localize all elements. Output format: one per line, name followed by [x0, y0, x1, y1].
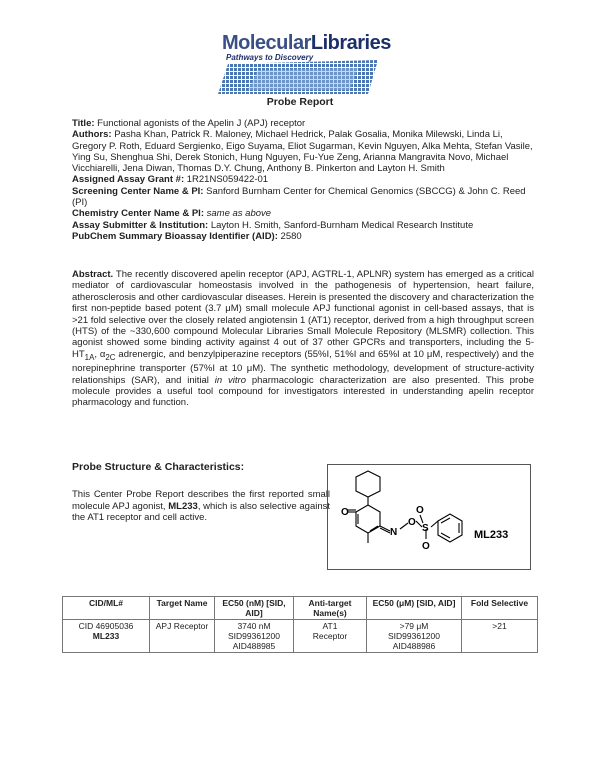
- probe-description: This Center Probe Report describes the first reported small molecule APJ agonist, ML233, which is also selective against the AT1 receptor and cell active.: [72, 489, 331, 523]
- section-title: Probe Structure & Characteristics:: [72, 461, 245, 473]
- cell-target: APJ Receptor: [150, 620, 215, 653]
- structure-label: ML233: [474, 529, 509, 541]
- header-anti-target: Anti-target Name(s): [294, 597, 367, 620]
- atom-label: O: [416, 505, 424, 516]
- cell-cid: CID 46905036 ML233: [63, 620, 150, 653]
- cell-fold: >21: [462, 620, 538, 653]
- molecular-libraries-logo: [218, 30, 391, 100]
- logo-tagline: Pathways to Discovery: [226, 53, 314, 62]
- logo-title: MolecularLibraries: [222, 32, 391, 54]
- abstract-paragraph: Abstract. The recently discovered apelin receptor (APJ, AGTRL-1, APLNR) system has emerged as a critical mediator of cardiovascular homeostasis involved in the pathogenesis of hypertension, heart failure, atherosclerosis and other cardiovascular diseases. Herein is presented the discovery and characterization the first non-peptide based potent (3.7 μM) small molecule APJ functional agonist in cell-based assays, that is >21 fold selective over the closely related angiotensin 1 (AT1) receptor, derived from a high throughput screen (HTS) of the ~330,600 compound Molecular Libraries Small Molecule Repository (MLSMR) collection. This agonist showed some binding activity against 4 out of 37 other GPCRs and transporters, including the $5-HT_{1A}$, $\alpha_{2C}$ adrenergic, and benzylpiperazine receptors (55%I, 51%I and 65%I at 10 μM, respectively) and the norepinephrine transporter (57%I at 10 μM). The synthetic methodology, development of structure-activity relationships (SAR), and initial in vitro pharmacologic characterization are also presented. This probe molecule provides a useful tool compound for investigators interested in understanding apelin receptor pharmacology and function.: [72, 269, 535, 409]
- header-fold: Fold Selective: [462, 597, 538, 620]
- cell-anti-target: AT1 Receptor: [294, 620, 367, 653]
- probe-summary-table: [62, 596, 538, 653]
- chemistry-center-line: Chemistry Center Name & PI: same as above: [72, 208, 272, 220]
- table-row: [63, 620, 538, 653]
- title-line: Title: Functional agonists of the Apelin J (APJ) receptor: [72, 118, 306, 129]
- screening-center-line: Screening Center Name & PI: Sanford Burnham Center for Chemical Genomics (SBCCG) & John C. Reed (PI): [72, 185, 526, 209]
- atom-label: O: [341, 507, 349, 518]
- chemical-structure-box: [327, 464, 531, 570]
- atom-label: O: [408, 517, 416, 528]
- report-metadata: [72, 118, 534, 242]
- atom-label: S: [422, 523, 429, 534]
- authors-line: Authors: Pasha Khan, Patrick R. Maloney, Michael Hedrick, Palak Gosalia, Monika Milewski, Linda Li, Gregory P. Roth, Eduard Sergienko, Eigo Suyama, Eliot Sugarman, Kevin Nguyen, Alka Mehta, Stefan Vasile, Ying Su, Shenghua Shi, Derek Stonich, Hung Nguyen, Fu-Yue Zeng, Arianna Mangravita Novo, Michael Vicchiarelli, Jena Diwan, Thomas D.Y. Chung, Anthony B. Pinkerton and Layton H. Smith: [72, 129, 533, 175]
- cell-ec50: 3740 nM SID99361200 AID488985: [215, 620, 294, 653]
- header-cid: CID/ML#: [63, 597, 150, 620]
- atom-label: N: [390, 527, 398, 538]
- atom-label: O: [422, 541, 430, 552]
- table-header-row: [63, 597, 538, 620]
- grant-line: Assigned Assay Grant #: 1R21NS059422-01: [72, 174, 269, 186]
- logo-grid-graphic: [218, 60, 383, 96]
- ml233-structure-diagram: [328, 465, 530, 569]
- cell-anti-ec50: >79 μM SID99361200 AID488986: [367, 620, 462, 653]
- header-target: Target Name: [150, 597, 215, 620]
- pubchem-aid-line: PubChem Summary Bioassay Identifier (AID): 2580: [72, 230, 302, 242]
- header-ec50-anti: EC50 (μM) [SID, AID]: [367, 597, 462, 620]
- header-ec50-target: EC50 (nM) [SID, AID]: [215, 597, 294, 620]
- report-heading: Probe Report: [266, 96, 334, 108]
- submitter-line: Assay Submitter & Institution: Layton H. Smith, Sanford-Burnham Medical Research Institute: [72, 219, 474, 231]
